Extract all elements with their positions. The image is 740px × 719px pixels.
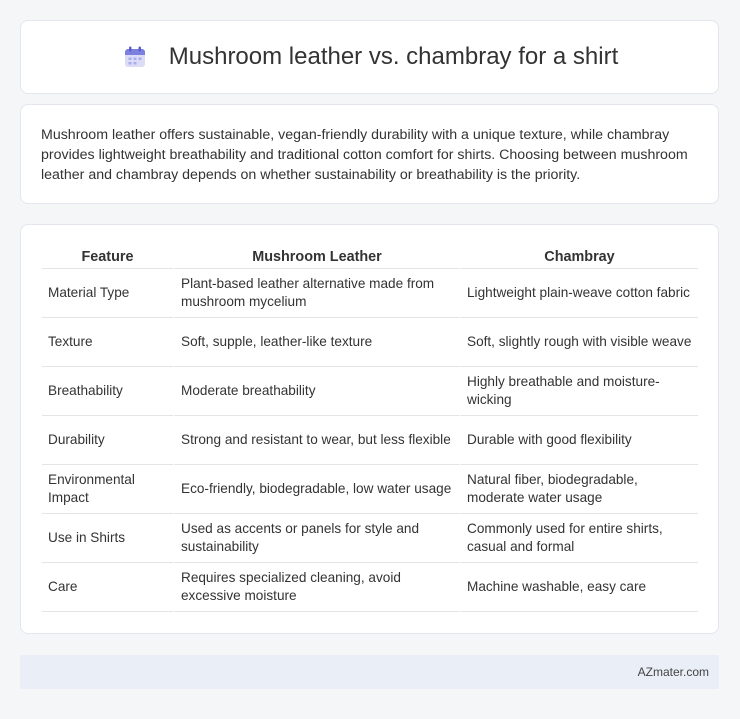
mushroom-leather-cell: Requires specialized cleaning, avoid excessive moisture: [173, 563, 459, 612]
chambray-cell: Natural fiber, biodegradable, moderate water usage: [459, 465, 698, 514]
footer: [20, 655, 719, 689]
feature-cell: Durability: [42, 416, 173, 465]
chambray-cell: Durable with good flexibility: [459, 416, 698, 465]
feature-cell: Breathability: [42, 367, 173, 416]
mushroom-leather-cell: Used as accents or panels for style and sustainability: [173, 514, 459, 563]
summary-card: [20, 104, 719, 204]
feature-cell: Material Type: [42, 269, 173, 318]
chambray-cell: Commonly used for entire shirts, casual and formal: [459, 514, 698, 563]
table-row: [42, 465, 698, 514]
footer-brand: AZmater.com: [637, 665, 709, 679]
feature-cell: Use in Shirts: [42, 514, 173, 563]
title-card: [20, 20, 719, 94]
column-header-chambray: Chambray: [459, 245, 698, 269]
comparison-card: [20, 224, 719, 634]
column-header-mushroom-leather: Mushroom Leather: [173, 245, 459, 269]
chambray-cell: Highly breathable and moisture-wicking: [459, 367, 698, 416]
feature-cell: Environmental Impact: [42, 465, 173, 514]
calendar-icon: [121, 43, 149, 71]
mushroom-leather-cell: Plant-based leather alternative made from mushroom mycelium: [173, 269, 459, 318]
table-header-row: [42, 245, 698, 269]
mushroom-leather-cell: Strong and resistant to wear, but less flexible: [173, 416, 459, 465]
column-header-feature: Feature: [42, 245, 173, 269]
chambray-cell: Machine washable, easy care: [459, 563, 698, 612]
mushroom-leather-cell: Moderate breathability: [173, 367, 459, 416]
mushroom-leather-cell: Soft, supple, leather-like texture: [173, 318, 459, 367]
feature-cell: Texture: [42, 318, 173, 367]
chambray-cell: Lightweight plain-weave cotton fabric: [459, 269, 698, 318]
summary-text: Mushroom leather offers sustainable, vegan-friendly durability with a unique texture, while chambray provides lightweight breathability and traditional cotton comfort for shirts. Choosing between mushroom leather and chambray depends on whether sustainability or breathability is the priority.: [41, 127, 688, 183]
title-wrap: [121, 43, 619, 71]
table-row: [42, 318, 698, 367]
chambray-cell: Soft, slightly rough with visible weave: [459, 318, 698, 367]
mushroom-leather-cell: Eco-friendly, biodegradable, low water usage: [173, 465, 459, 514]
comparison-table: [42, 245, 698, 612]
page-title: Mushroom leather vs. chambray for a shirt: [168, 43, 619, 70]
feature-cell: Care: [42, 563, 173, 612]
table-row: [42, 416, 698, 465]
table-row: [42, 563, 698, 612]
table-row: [42, 367, 698, 416]
table-row: [42, 514, 698, 563]
table-row: [42, 269, 698, 318]
